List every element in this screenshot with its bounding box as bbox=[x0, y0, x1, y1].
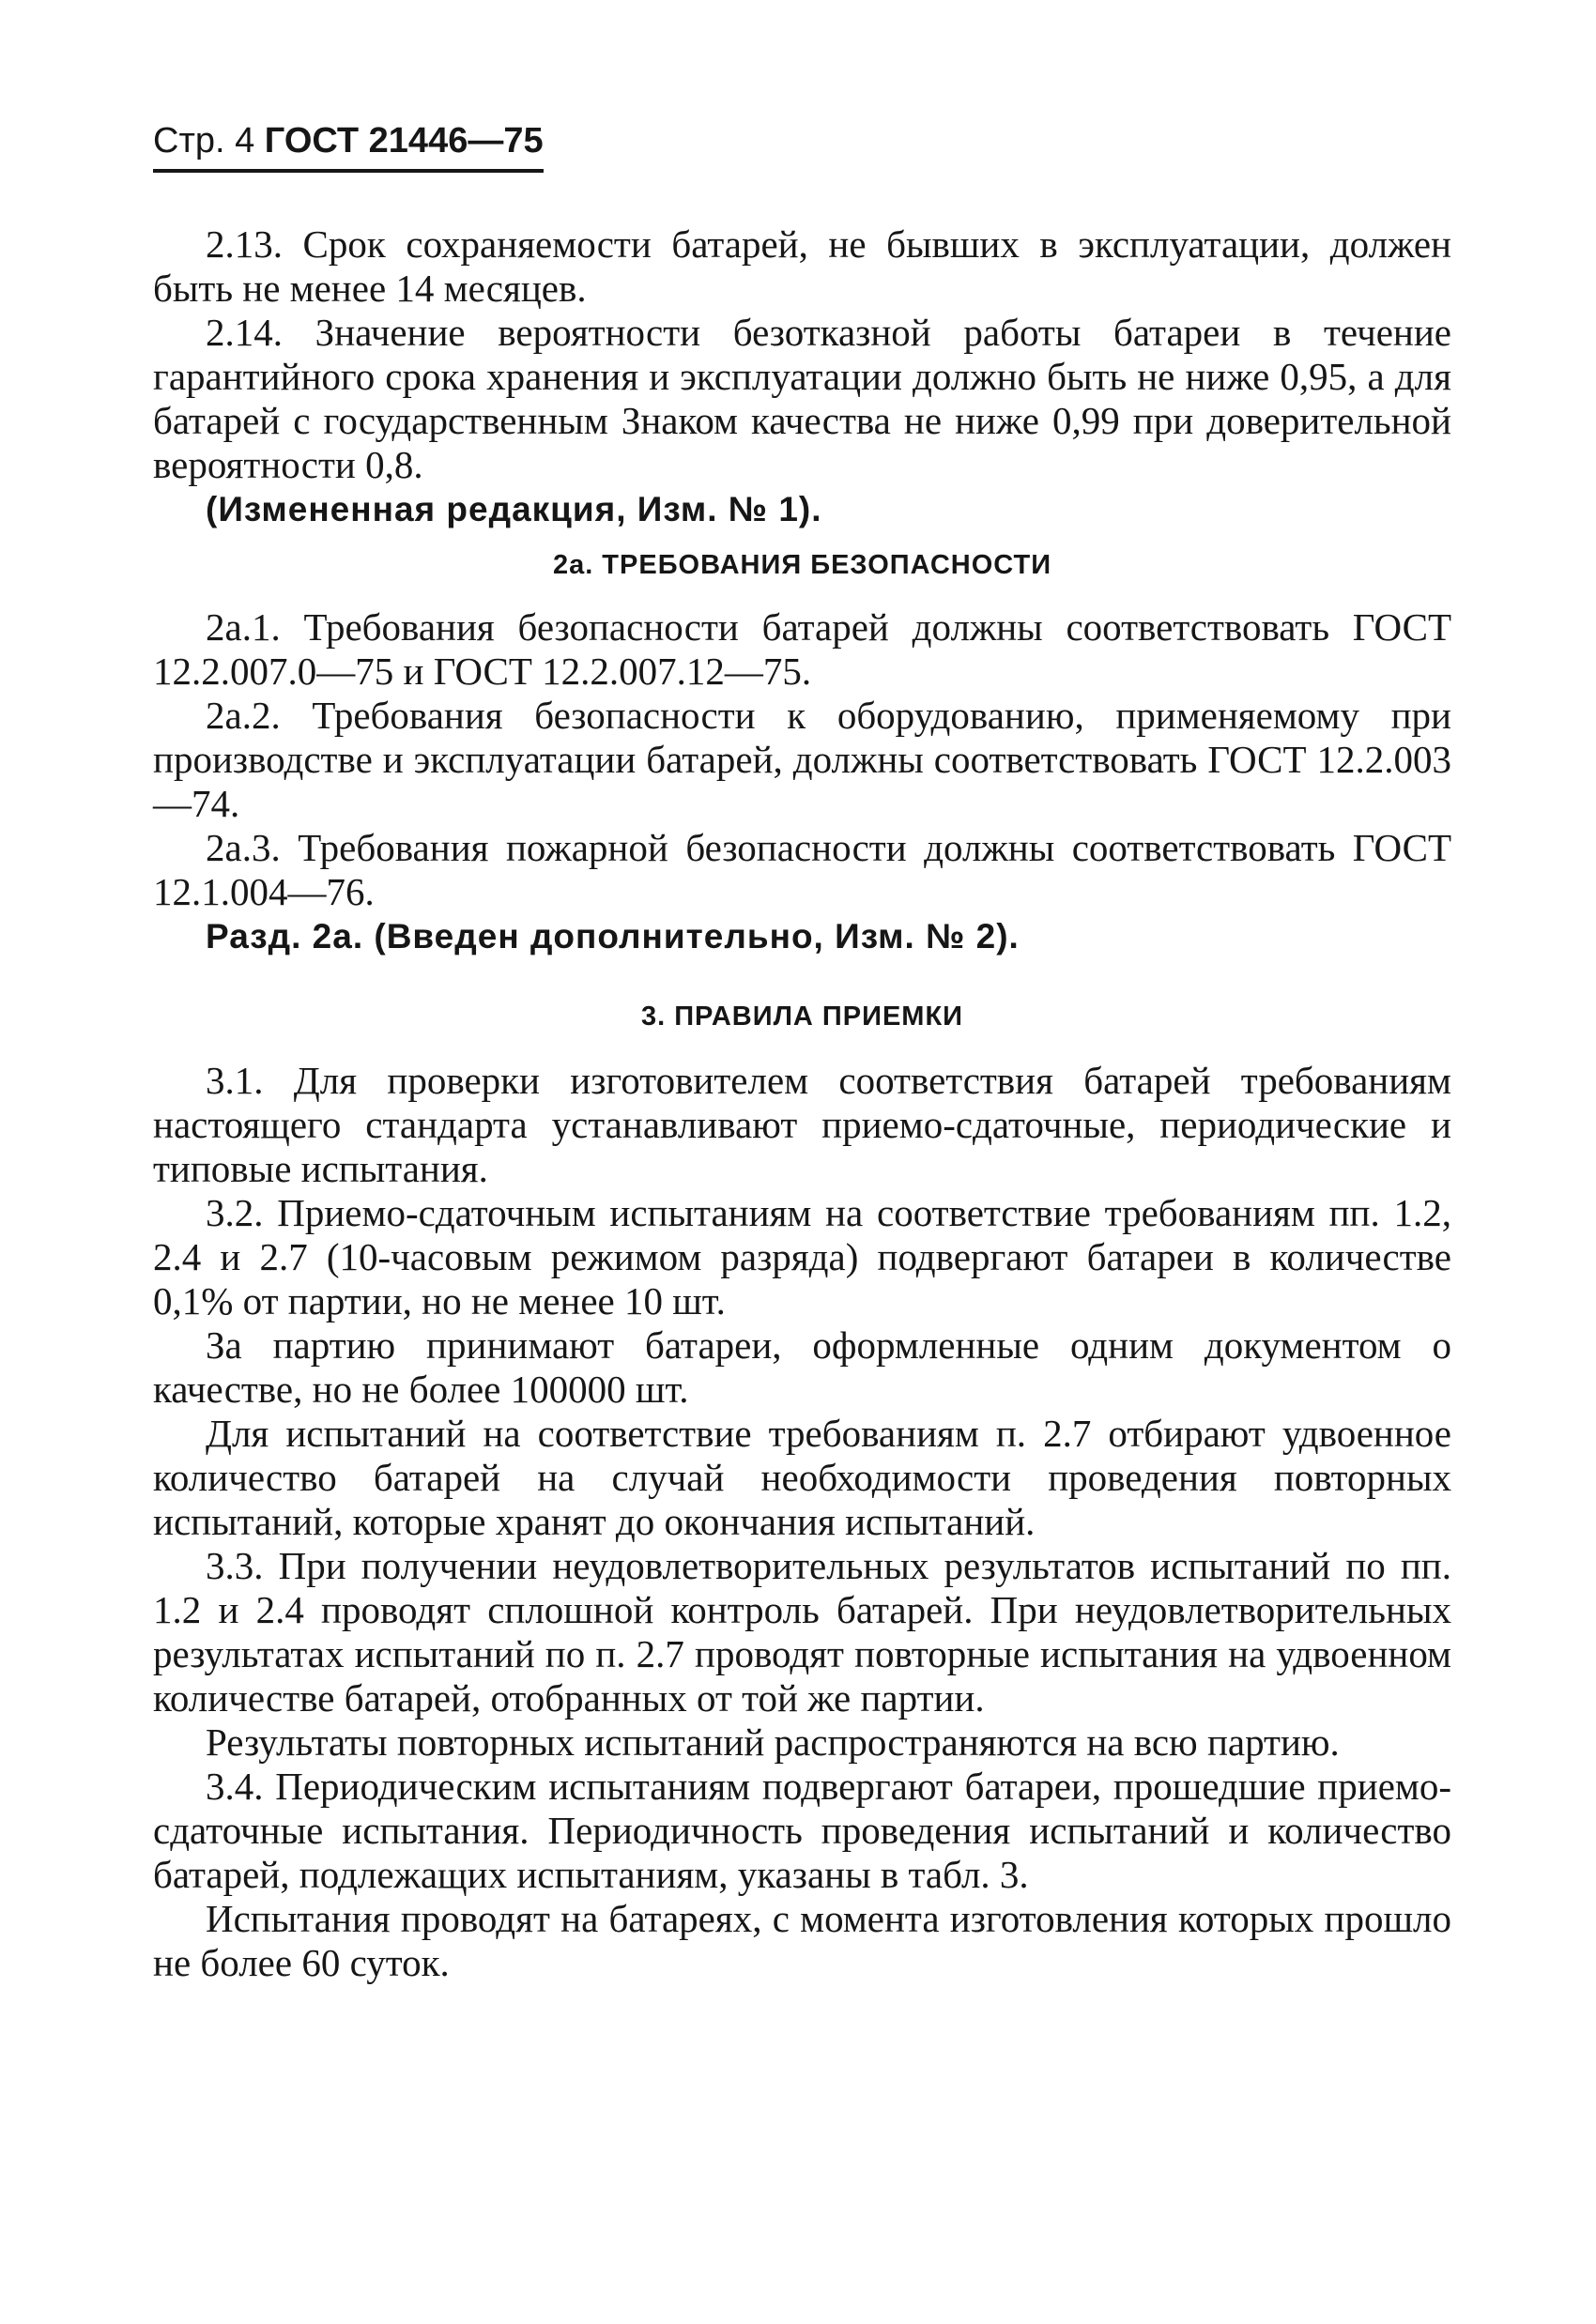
paragraph-3-2: 3.2. Приемо-сдаточным испытаниям на соответствие требованиям пп. 1.2, 2.4 и 2.7 (10-часовым режимом разряда) подвергают батареи в количестве 0,1% от партии, но не менее 10 шт. bbox=[153, 1191, 1451, 1323]
page-header bbox=[153, 120, 544, 161]
section-2a-body bbox=[153, 605, 1451, 958]
section-3-body bbox=[153, 1059, 1451, 1985]
amendment-note-1: (Измененная редакция, Изм. № 1). bbox=[206, 490, 822, 528]
section-heading-3: 3. ПРАВИЛА ПРИЕМКИ bbox=[640, 1001, 964, 1032]
section-2-continuation bbox=[153, 222, 1451, 531]
paragraph-3-2-sampling: Для испытаний на соответствие требованиям п. 2.7 отбирают удвоенное количество батарей на случай необходимости проведения повторных испытаний, которые хранят до окончания испытаний. bbox=[153, 1412, 1451, 1543]
amendment-note-2: Разд. 2а. (Введен дополнительно, Изм. № 2). bbox=[206, 917, 1020, 956]
paragraph-3-4-timing: Испытания проводят на батареях, с момента изготовления которых прошло не более 60 суток. bbox=[153, 1897, 1451, 1984]
paragraph-2a-2: 2а.2. Требования безопасности к оборудованию, применяемому при производстве и эксплуатации батарей, должны соответствовать ГОСТ 12.2.003—74. bbox=[153, 694, 1451, 825]
page-number: Стр. 4 bbox=[153, 121, 255, 161]
paragraph-2-13: 2.13. Срок сохраняемости батарей, не бывших в эксплуатации, должен быть не менее 14 месяцев. bbox=[153, 222, 1451, 310]
paragraph-2-14: 2.14. Значение вероятности безотказной работы батареи в течение гарантийного срока хранения и эксплуатации должно быть не ниже 0,95, а для батарей с государственным Знаком качества не ниже 0,99 при доверительной вероятности 0,8. bbox=[153, 311, 1451, 486]
paragraph-3-3-results: Результаты повторных испытаний распространяются на всю партию. bbox=[206, 1720, 1340, 1764]
header-rule bbox=[153, 169, 544, 173]
paragraph-3-3: 3.3. При получении неудовлетворительных результатов испытаний по пп. 1.2 и 2.4 проводят сплошной контроль батарей. При неудовлетворительных результатах испытаний по п. 2.7 проводят повторные испытания на удвоенном количестве батарей, отобранных от той же партии. bbox=[153, 1544, 1451, 1720]
paragraph-2a-1: 2а.1. Требования безопасности батарей должны соответствовать ГОСТ 12.2.007.0—75 и ГОСТ 12.2.007.12—75. bbox=[153, 605, 1451, 693]
paragraph-3-4: 3.4. Периодическим испытаниям подвергают батареи, прошедшие приемо-сдаточные испытания. Периодичность проведения испытаний и количество батарей, подлежащих испытаниям, указаны в табл. 3. bbox=[153, 1765, 1451, 1896]
section-heading-2a: 2а. ТРЕБОВАНИЯ БЕЗОПАСНОСТИ bbox=[552, 550, 1052, 580]
paragraph-3-1: 3.1. Для проверки изготовителем соответствия батарей требованиям настоящего стандарта устанавливают приемо-сдаточные, периодические и типовые испытания. bbox=[153, 1059, 1451, 1190]
standard-number: ГОСТ 21446—75 bbox=[264, 121, 544, 161]
paragraph-2a-3: 2а.3. Требования пожарной безопасности должны соответствовать ГОСТ 12.1.004—76. bbox=[153, 826, 1451, 913]
paragraph-3-2-lot: За партию принимают батареи, оформленные одним документом о качестве, но не более 100000 шт. bbox=[153, 1323, 1451, 1411]
